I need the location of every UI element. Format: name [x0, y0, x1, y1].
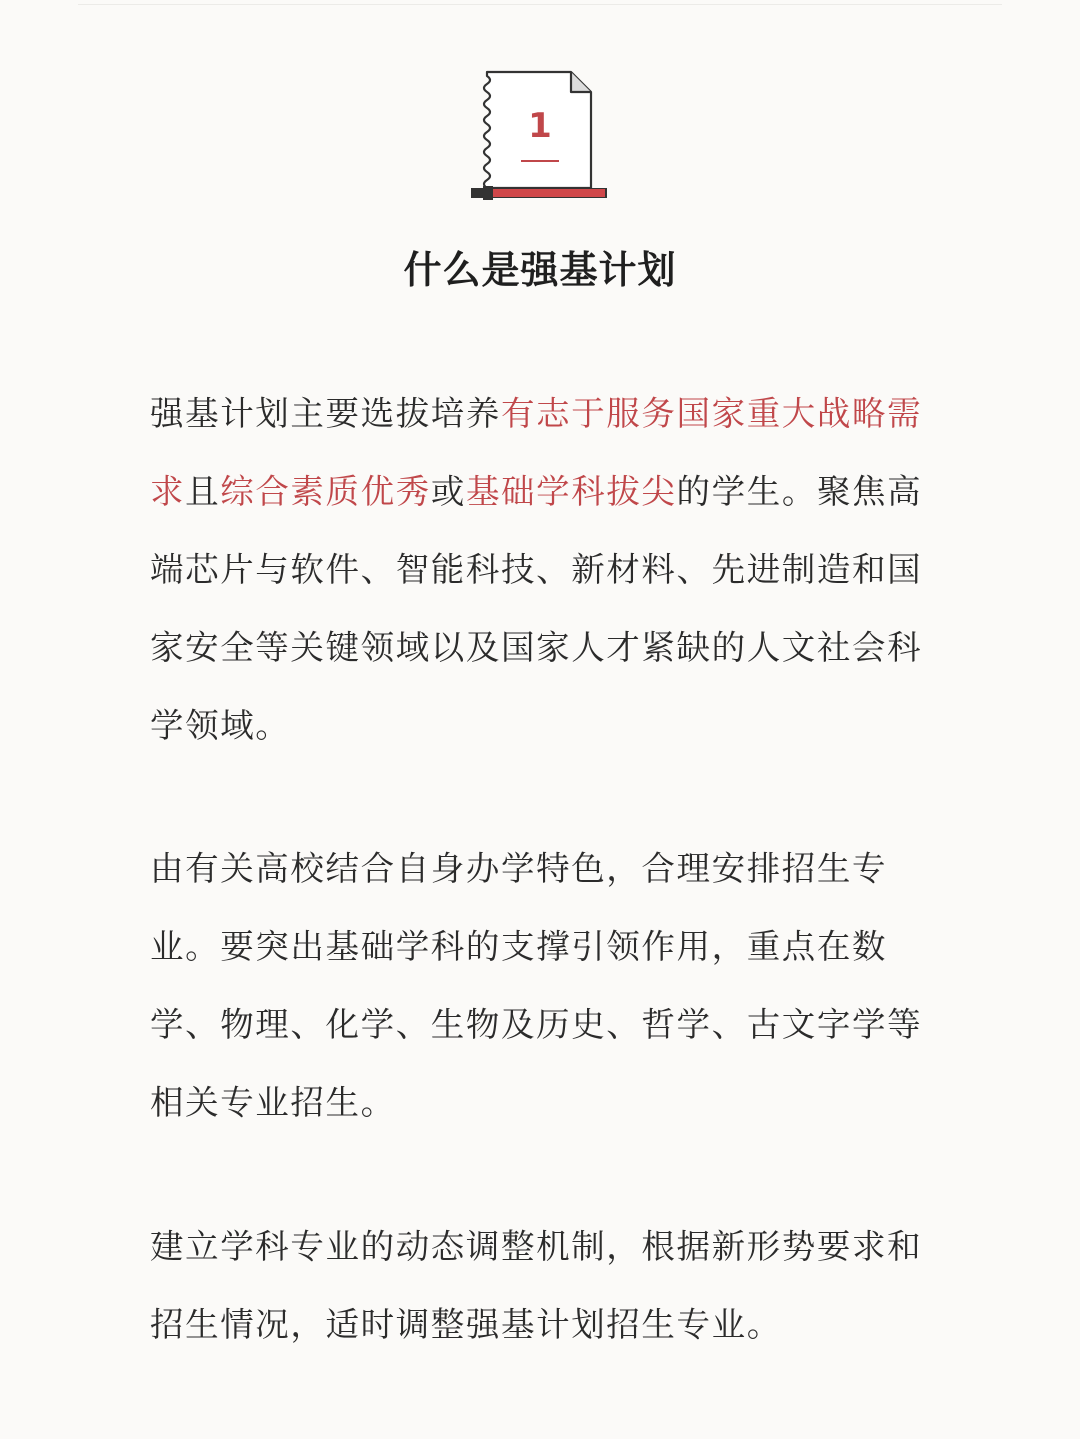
highlight-basic-discipline-top: 基础学科拔尖 [465, 472, 677, 511]
paragraph-1-rest: 的学生。聚焦高端芯片与软件、智能科技、新材料、先进制造和国家安全等关键领域以及国家人才紧缺的人文社会科学领域。 [150, 472, 923, 745]
page-title: 什么是强基计划 [403, 248, 677, 292]
paragraph-3: 建立学科专业的动态调整机制，根据新形势要求和招生情况，适时调整强基计划招生专业。 [150, 1227, 923, 1344]
paragraph-1-intro: 强基计划主要选拔培养 [150, 394, 501, 433]
document-icon [467, 68, 611, 204]
highlight-comprehensive-quality: 综合素质优秀 [220, 472, 431, 511]
paragraph-1-conjunction-2: 或 [430, 472, 466, 511]
top-divider [78, 4, 1002, 5]
highlight-strategic-needs: 有志于服务国家重大战略需求 [150, 394, 923, 511]
paragraph-2: 由有关高校结合自身办学特色，合理安排招生专业。要突出基础学科的支撑引领作用，重点在数学、物理、化学、生物及历史、哲学、古文字学等相关专业招生。 [150, 849, 923, 1122]
paragraph-1-conjunction-1: 且 [185, 472, 221, 511]
paragraph-1 [150, 375, 940, 765]
step-number: 1 [528, 106, 552, 146]
